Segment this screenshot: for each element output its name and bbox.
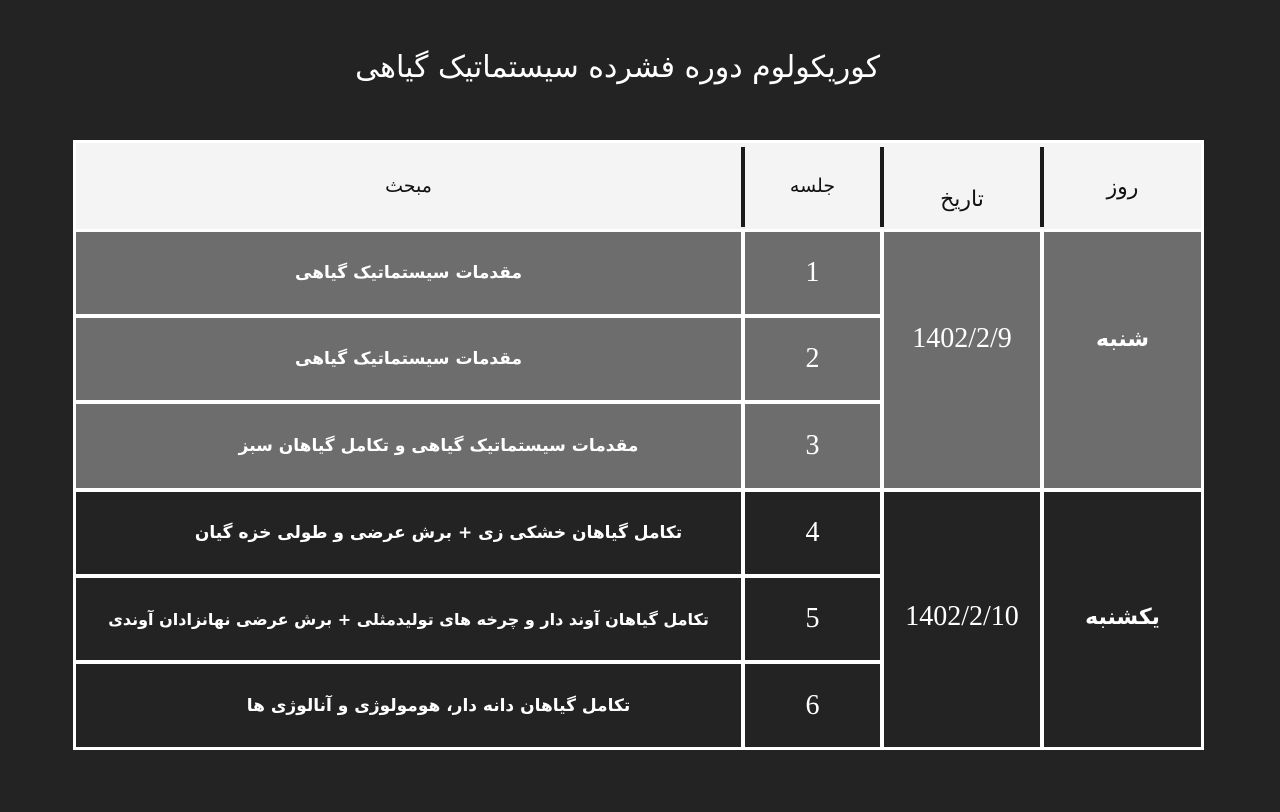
session-number: 1 xyxy=(745,232,880,314)
date-cell: 1402/2/9 xyxy=(884,232,1040,488)
day-cell: شنبه xyxy=(1044,232,1201,488)
session-number: 5 xyxy=(745,578,880,660)
topic-cell: تکامل گیاهان آوند دار و چرخه های تولیدمثلی + برش عرضی نهانزادان آوندی xyxy=(76,578,741,660)
topic-cell: تکامل گیاهان دانه دار، هومولوژی و آنالوژی ها xyxy=(76,664,741,747)
header-date: تاریخ xyxy=(940,187,984,212)
header-topic: مبحث xyxy=(385,175,432,197)
topic-cell: مقدمات سیستماتیک گیاهی و تکامل گیاهان سبز xyxy=(76,404,741,488)
session-number: 6 xyxy=(745,664,880,747)
date-cell: 1402/2/10 xyxy=(884,492,1040,747)
table-header xyxy=(76,143,1201,229)
header-divider xyxy=(880,147,884,227)
header-divider xyxy=(1040,147,1044,227)
header-day: روز xyxy=(1106,175,1139,200)
session-number: 3 xyxy=(745,404,880,488)
topic-cell: مقدمات سیستماتیک گیاهی xyxy=(76,232,741,314)
session-number: 2 xyxy=(745,318,880,400)
topic-cell: مقدمات سیستماتیک گیاهی xyxy=(76,318,741,400)
page-title: کوریکولوم دوره فشرده سیستماتیک گیاهی xyxy=(355,50,880,85)
day-cell: یکشنبه xyxy=(1044,492,1201,747)
topic-cell: تکامل گیاهان خشکی زی + برش عرضی و طولی خزه گیان xyxy=(76,492,741,574)
curriculum-table xyxy=(73,140,1204,750)
header-session: جلسه xyxy=(789,175,836,197)
header-divider xyxy=(741,147,745,227)
session-number: 4 xyxy=(745,492,880,574)
